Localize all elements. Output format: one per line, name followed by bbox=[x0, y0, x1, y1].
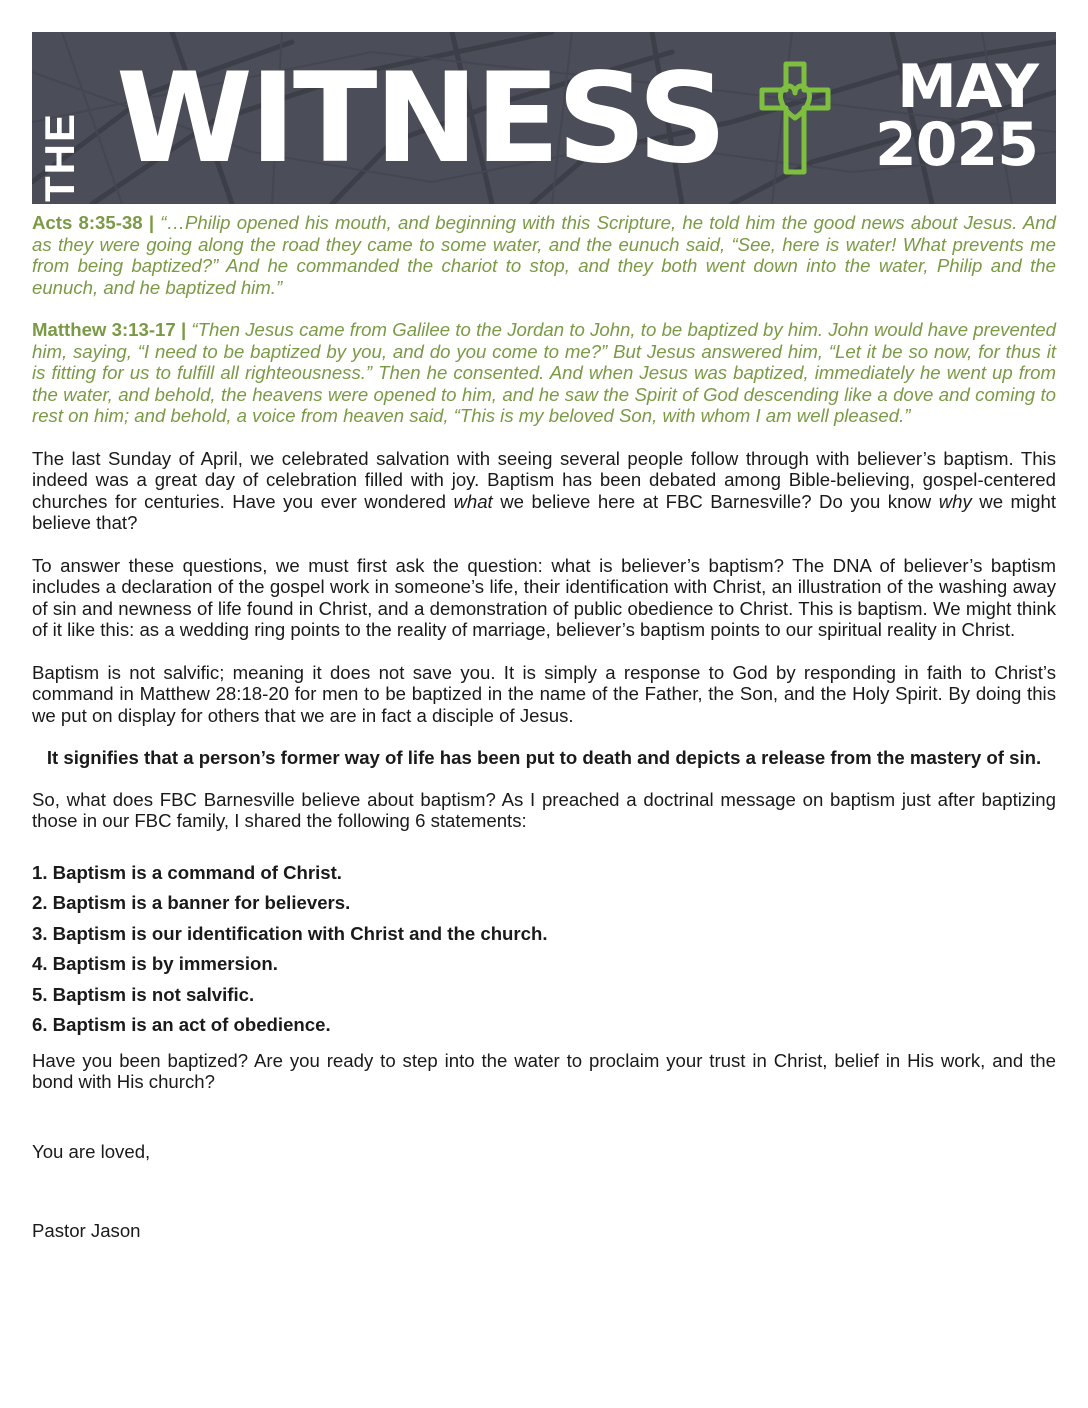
text-run: we believe here at FBC Barnesville? Do you know bbox=[492, 490, 939, 512]
scripture-reference: Matthew 3:13-17 | bbox=[32, 319, 187, 340]
scripture-text: “…Philip opened his mouth, and beginning with this Scripture, he told him the good news about Jesus. And as they were going along the road they came to some water, and the eunuch said, “See, here is water! What prevents me from being baptized?” And he commanded the chariot to stop, and they both went down into the water, Philip and the eunuch, and he baptized him.” bbox=[32, 212, 1056, 298]
masthead-year: 2025 bbox=[875, 110, 1038, 180]
list-item: 4. Baptism is by immersion. bbox=[32, 953, 278, 974]
scripture-reference: Acts 8:35-38 | bbox=[32, 212, 155, 233]
masthead-month: MAY bbox=[897, 52, 1038, 122]
closing-question: Have you been baptized? Are you ready to step into the water to proclaim your trust in Christ, belief in His work, and the bond with His church? bbox=[32, 1049, 1056, 1092]
paragraph: So, what does FBC Barnesville believe about baptism? As I preached a doctrinal message on baptism just after baptizing those in our FBC family, I shared the following 6 statements: bbox=[32, 788, 1056, 831]
author-name: Pastor Jason bbox=[32, 1220, 141, 1241]
paragraph bbox=[32, 448, 1056, 534]
list-item: 1. Baptism is a command of Christ. bbox=[32, 861, 342, 883]
masthead-date bbox=[875, 52, 1038, 180]
paragraph: To answer these questions, we must first ask the question: what is believer’s baptism? The DNA of believer’s baptism includes a declaration of the gospel work in someone’s life, their identification with Christ, an illustration of the washing away of sin and newness of life found in Christ, and a demonstration of public obedience to Christ. This is baptism. We might think of it like this: as a wedding ring points to the reality of marriage, believer’s baptism points to our spiritual reality in Christ. bbox=[32, 554, 1056, 640]
signoff: You are loved, bbox=[32, 1140, 151, 1162]
emphasis: why bbox=[938, 490, 972, 512]
list-item: 6. Baptism is an act of obedience. bbox=[32, 1014, 331, 1035]
emphasis: what bbox=[453, 490, 493, 512]
paragraph: Baptism is not salvific; meaning it does not save you. It is simply a response to God by responding in faith to Christ’s command in Matthew 28:18-20 for men to be baptized in the name of the Father, the Son, and the Holy Spirit. By doing this we put on display for others that we are in fact a disciple of Jesus. bbox=[32, 661, 1056, 726]
highlight-statement: It signifies that a person’s former way of life has been put to death and depicts a release from the mastery of sin. bbox=[46, 747, 1042, 768]
article-body bbox=[32, 212, 1056, 1263]
text-run: The last Sunday of April, we celebrated salvation with seeing several people follow through with believer’s baptism. This indeed was a great day of celebration filled with joy. Baptism has been debated among Bible-believing, gospel-centered churches for centuries. Have you ever wondered bbox=[32, 447, 1056, 512]
masthead-banner bbox=[32, 32, 1056, 204]
list-item: 3. Baptism is our identification with Christ and the church. bbox=[32, 922, 548, 944]
list-item: 5. Baptism is not salvific. bbox=[32, 983, 255, 1005]
statement-list bbox=[32, 862, 1056, 1036]
list-item: 2. Baptism is a banner for believers. bbox=[32, 892, 351, 913]
masthead-title: WITNESS bbox=[116, 47, 725, 191]
scripture-text: “Then Jesus came from Galilee to the Jordan to John, to be baptized by him. John would have prevented him, saying, “I need to be baptized by you, and do you come to me?” But Jesus answered him, “Let it be so now, for thus it is fitting for us to fulfill all righteousness.” Then he consented. And when Jesus was baptized, immediately he went up from the water, and behold, the heavens were opened to him, and he saw the Spirit of God descending like a dove and coming to rest on him; and behold, a voice from heaven said, “This is my beloved Son, with whom I am well pleased.” bbox=[32, 319, 1056, 426]
scripture-passage bbox=[32, 212, 1056, 298]
scripture-passage bbox=[32, 319, 1056, 427]
cross-heart-icon bbox=[758, 60, 832, 176]
text-run: we might believe that? bbox=[32, 490, 1057, 533]
masthead-the: THE bbox=[36, 112, 83, 202]
